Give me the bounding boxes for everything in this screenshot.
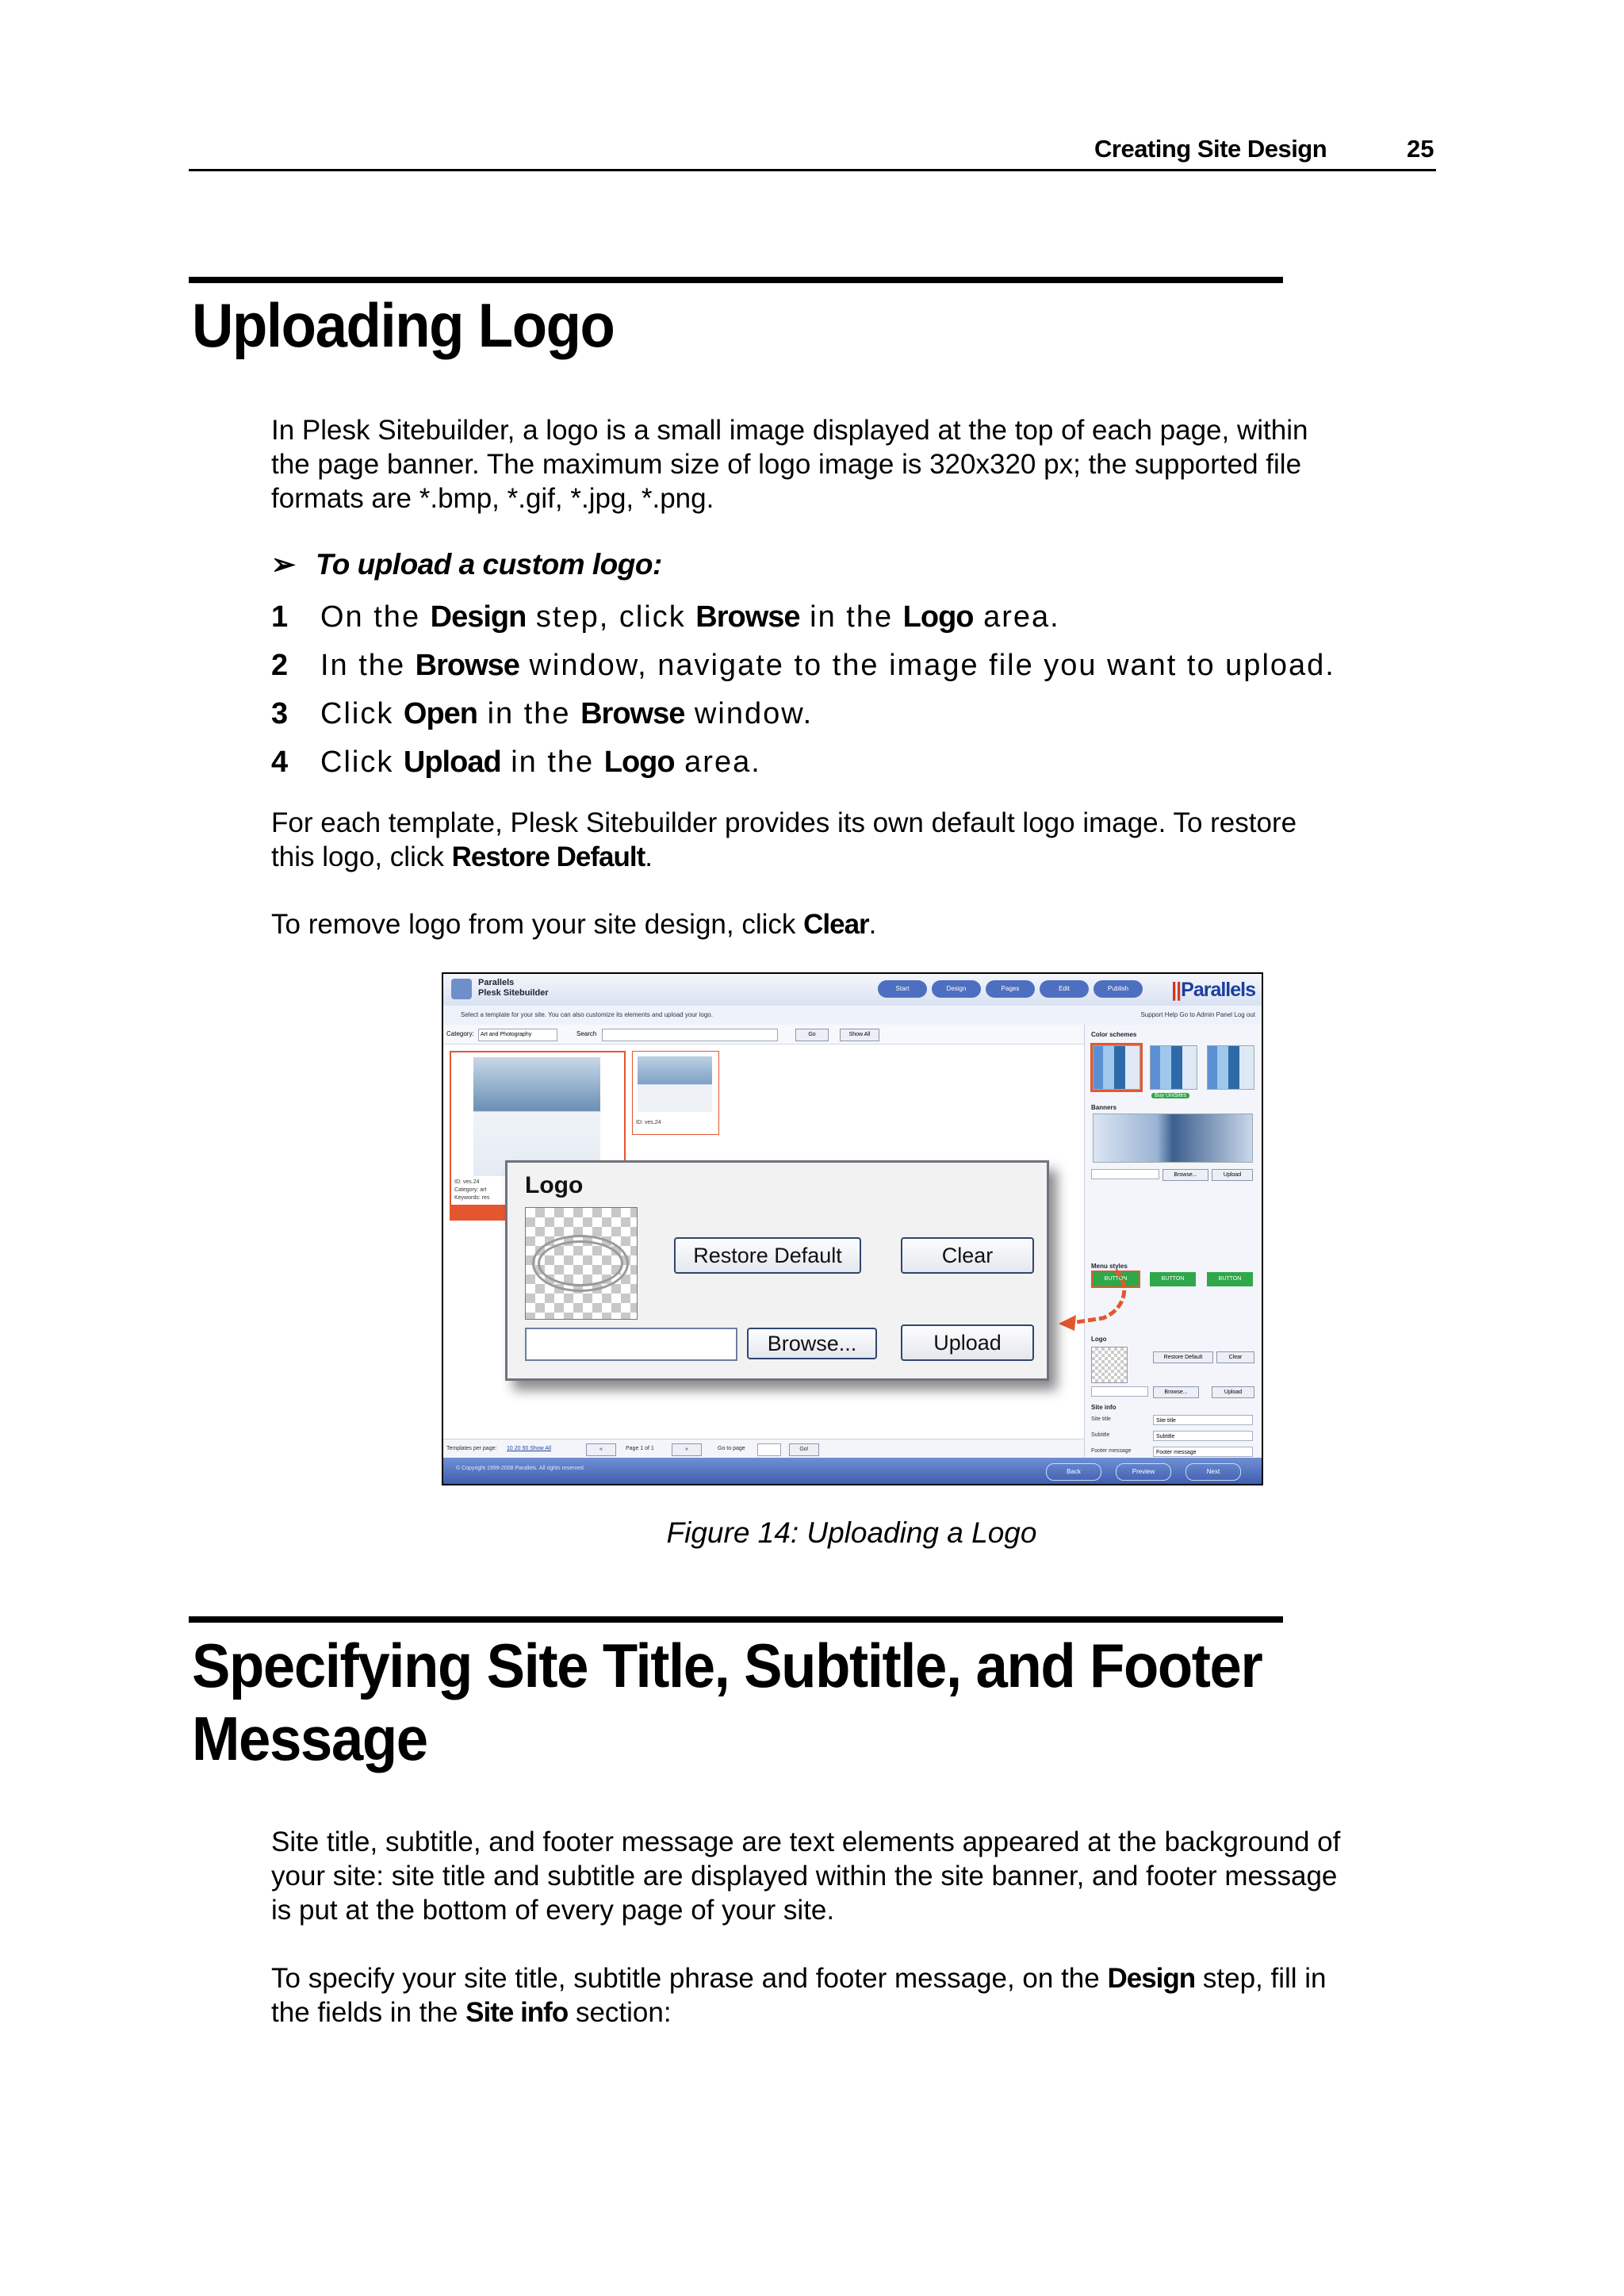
site-title-label: Site title (1091, 1416, 1111, 1422)
footer-message-label: Footer message (1091, 1448, 1132, 1454)
brand-bars-icon: || (1171, 979, 1182, 1001)
app-name-line: Parallels (478, 978, 515, 987)
search-label: Search (576, 1030, 597, 1037)
intro-line: formats are *.bmp, *.gif, *.jpg, *.png. (271, 483, 714, 514)
show-all-button[interactable]: Show All (840, 1029, 879, 1041)
buy-unisites-link[interactable]: Buy UniSites (1151, 1093, 1189, 1098)
paragraph-text: step, fill in (1195, 1963, 1327, 1994)
nav-edit[interactable]: Edit (1040, 980, 1089, 998)
template-keywords: Keywords: res (454, 1195, 490, 1201)
paragraph-line: Site title, subtitle, and footer message are text elements appeared at the background of (271, 1826, 1341, 1857)
paragraph-line (271, 1995, 1445, 2030)
paging-bar (443, 1439, 1084, 1458)
color-scheme-swatch[interactable] (1150, 1045, 1197, 1090)
header-rule (189, 169, 1436, 171)
paragraph-bold: Site info (465, 1997, 569, 2028)
step-text: in the (500, 746, 604, 779)
step-number: 2 (271, 649, 289, 682)
restore-text: this logo, click (271, 841, 452, 872)
template-card[interactable] (632, 1051, 719, 1135)
next-button[interactable]: Next (1185, 1463, 1241, 1481)
search-input[interactable] (602, 1029, 778, 1041)
color-schemes-label: Color schemes (1091, 1031, 1137, 1038)
banner-file-input[interactable] (1091, 1169, 1159, 1179)
step-text: On the (320, 600, 431, 634)
subbar-text: Select a template for your site. You can also customize its elements and upload your logo. (461, 1011, 713, 1018)
site-info-label: Site info (1091, 1404, 1116, 1411)
restore-default-button[interactable]: Restore Default (674, 1237, 861, 1274)
heading-line: Message (192, 1704, 427, 1773)
paragraph-bold: Design (1107, 1963, 1196, 1994)
logo-section-label: Logo (1091, 1336, 1107, 1343)
template-id: ID: ves.24 (454, 1179, 480, 1185)
intro-paragraph (271, 413, 1445, 516)
banner-upload-button[interactable]: Upload (1212, 1169, 1253, 1181)
app-subbar (443, 1006, 1262, 1025)
intro-line: In Plesk Sitebuilder, a logo is a small image displayed at the top of each page, within (271, 415, 1308, 446)
logo-dialog (505, 1160, 1049, 1381)
color-scheme-swatch[interactable] (1207, 1045, 1254, 1090)
remove-paragraph (271, 907, 1445, 941)
step-bold: Browse (580, 697, 685, 730)
step-text: in the (477, 697, 581, 730)
figure-screenshot (442, 972, 1263, 1485)
page-indicator: Page 1 of 1 (626, 1446, 654, 1451)
step-text: area. (973, 600, 1060, 634)
menu-style-option[interactable]: BUTTON (1150, 1272, 1196, 1286)
logo-browse-small-button[interactable]: Browse... (1153, 1386, 1199, 1398)
step-text: Click (320, 746, 404, 779)
step-text: window. (684, 697, 814, 730)
procedure-title-text: To upload a custom logo: (316, 548, 662, 581)
logo-ring-icon (532, 1235, 629, 1292)
step-number: 3 (271, 697, 289, 730)
preview-button[interactable]: Preview (1116, 1463, 1171, 1481)
clear-small-button[interactable]: Clear (1216, 1351, 1254, 1363)
category-select[interactable]: Art and Photography (478, 1029, 557, 1041)
restore-bold: Restore Default (451, 841, 645, 872)
page-number: 25 (1407, 135, 1434, 163)
menu-styles-label: Menu styles (1091, 1263, 1128, 1270)
paragraph-text: the fields in the (271, 1997, 466, 2028)
support-links[interactable]: Support Help Go to Admin Panel Log out (1140, 1011, 1255, 1018)
paragraph-text: section: (568, 1997, 672, 2028)
remove-text: To remove logo from your site design, click (271, 909, 804, 940)
paging-options[interactable]: 10 20 50 Show All (507, 1446, 552, 1451)
banner-browse-button[interactable]: Browse... (1162, 1169, 1208, 1181)
arrow-bullet-icon: ➢ (271, 548, 296, 581)
section-heading-site-title (192, 1629, 1262, 1775)
step-number: 1 (271, 600, 289, 634)
clear-button[interactable]: Clear (901, 1237, 1034, 1274)
steps-list (271, 595, 1335, 788)
step-text: area. (674, 746, 761, 779)
filter-bar (443, 1025, 1084, 1045)
browse-button[interactable]: Browse... (747, 1328, 877, 1359)
banners-label: Banners (1091, 1104, 1117, 1111)
step-bold: Open (403, 697, 478, 730)
template-id: ID: ves.24 (636, 1120, 661, 1125)
brand-text: Parallels (1181, 979, 1255, 1001)
goto-page-input[interactable] (757, 1443, 781, 1456)
step-bold: Browse (415, 649, 519, 682)
template-category: Category: art (454, 1187, 487, 1193)
app-footer (443, 1458, 1262, 1484)
specify-paragraph (271, 1961, 1445, 2030)
restore-line: For each template, Plesk Sitebuilder provides its own default logo image. To restore (271, 807, 1297, 838)
running-header-title: Creating Site Design (1094, 135, 1327, 163)
restore-text: . (645, 841, 653, 872)
step-text: Click (320, 697, 404, 730)
subtitle-field[interactable]: Subtitle (1153, 1431, 1253, 1441)
footer-message-field[interactable]: Footer message (1153, 1447, 1253, 1457)
banner-preview (1093, 1114, 1253, 1163)
step-item (271, 692, 1335, 740)
nav-start[interactable]: Start (878, 980, 927, 998)
nav-publish[interactable]: Publish (1094, 980, 1143, 998)
logo-file-input[interactable] (525, 1328, 737, 1361)
template-thumbnail (473, 1057, 600, 1176)
brand-logo (1171, 979, 1255, 1002)
procedure-title (271, 547, 662, 581)
design-panel (1084, 1025, 1262, 1458)
step-text: step, click (526, 600, 696, 634)
step-bold: Logo (902, 600, 974, 634)
restore-line (271, 840, 1445, 874)
step-bold: Logo (603, 746, 675, 779)
template-thumbnail (638, 1056, 712, 1112)
logo-preview (525, 1207, 638, 1320)
back-button[interactable]: Back (1046, 1463, 1101, 1481)
paragraph-text: To specify your site title, subtitle phrase and footer message, on the (271, 1963, 1108, 1994)
section-heading-uploading-logo: Uploading Logo (192, 290, 615, 360)
callout-arrow-icon (1054, 1259, 1141, 1331)
paragraph-line: your site: site title and subtitle are displayed within the site banner, and footer message (271, 1861, 1338, 1892)
step-text: In the (320, 649, 416, 682)
logo-dialog-title: Logo (525, 1172, 584, 1198)
logo-preview-small (1091, 1347, 1128, 1383)
step-text: window, navigate to the image file you want to upload. (519, 649, 1335, 682)
category-label: Category: (446, 1030, 474, 1037)
step-bold: Browse (695, 600, 800, 634)
step-bold: Upload (403, 746, 501, 779)
heading-line: Specifying Site Title, Subtitle, and Footer (192, 1631, 1262, 1700)
next-page-button[interactable]: » (672, 1443, 702, 1456)
step-text: in the (799, 600, 903, 634)
step-bold: Design (430, 600, 527, 634)
remove-text: . (868, 909, 877, 940)
step-item (271, 643, 1335, 692)
subtitle-label: Subtitle (1091, 1432, 1110, 1438)
paragraph-line (271, 1961, 1445, 1995)
goto-label: Go to page (718, 1446, 745, 1451)
color-scheme-swatch[interactable] (1093, 1045, 1140, 1090)
section-rule (189, 1616, 1283, 1623)
app-name-line: Plesk Sitebuilder (478, 988, 549, 998)
nav-pages[interactable]: Pages (986, 980, 1035, 998)
app-header (443, 974, 1262, 1006)
logo-upload-small-button[interactable]: Upload (1212, 1386, 1254, 1398)
step-item (271, 740, 1335, 788)
step-number: 4 (271, 746, 289, 779)
restore-paragraph (271, 806, 1445, 874)
logo-file-input-small[interactable] (1091, 1386, 1148, 1397)
restore-default-small-button[interactable]: Restore Default (1153, 1351, 1213, 1363)
upload-button[interactable]: Upload (901, 1324, 1034, 1361)
nav-design[interactable]: Design (932, 980, 981, 998)
figure-caption: Figure 14: Uploading a Logo (666, 1516, 1037, 1549)
intro-line: the page banner. The maximum size of logo image is 320x320 px; the supported file (271, 449, 1302, 480)
site-title-field[interactable]: Site title (1153, 1415, 1253, 1425)
menu-style-option[interactable]: BUTTON (1207, 1272, 1253, 1286)
step-item (271, 595, 1335, 643)
paragraph-line: is put at the bottom of every page of your site. (271, 1895, 835, 1926)
menu-style-option[interactable]: BUTTON (1093, 1272, 1139, 1286)
go-button[interactable]: Go (795, 1029, 829, 1041)
copyright-text: © Copyright 1999-2008 Parallels. All rights reserved. (456, 1466, 585, 1471)
section-rule (189, 277, 1283, 283)
app-logo-icon (451, 979, 472, 999)
site-info-paragraph (271, 1825, 1445, 1927)
goto-button[interactable]: Go! (789, 1443, 819, 1456)
prev-page-button[interactable]: « (586, 1443, 616, 1456)
app-name (478, 978, 549, 999)
remove-bold: Clear (803, 909, 869, 940)
paging-label: Templates per page: (446, 1446, 497, 1451)
